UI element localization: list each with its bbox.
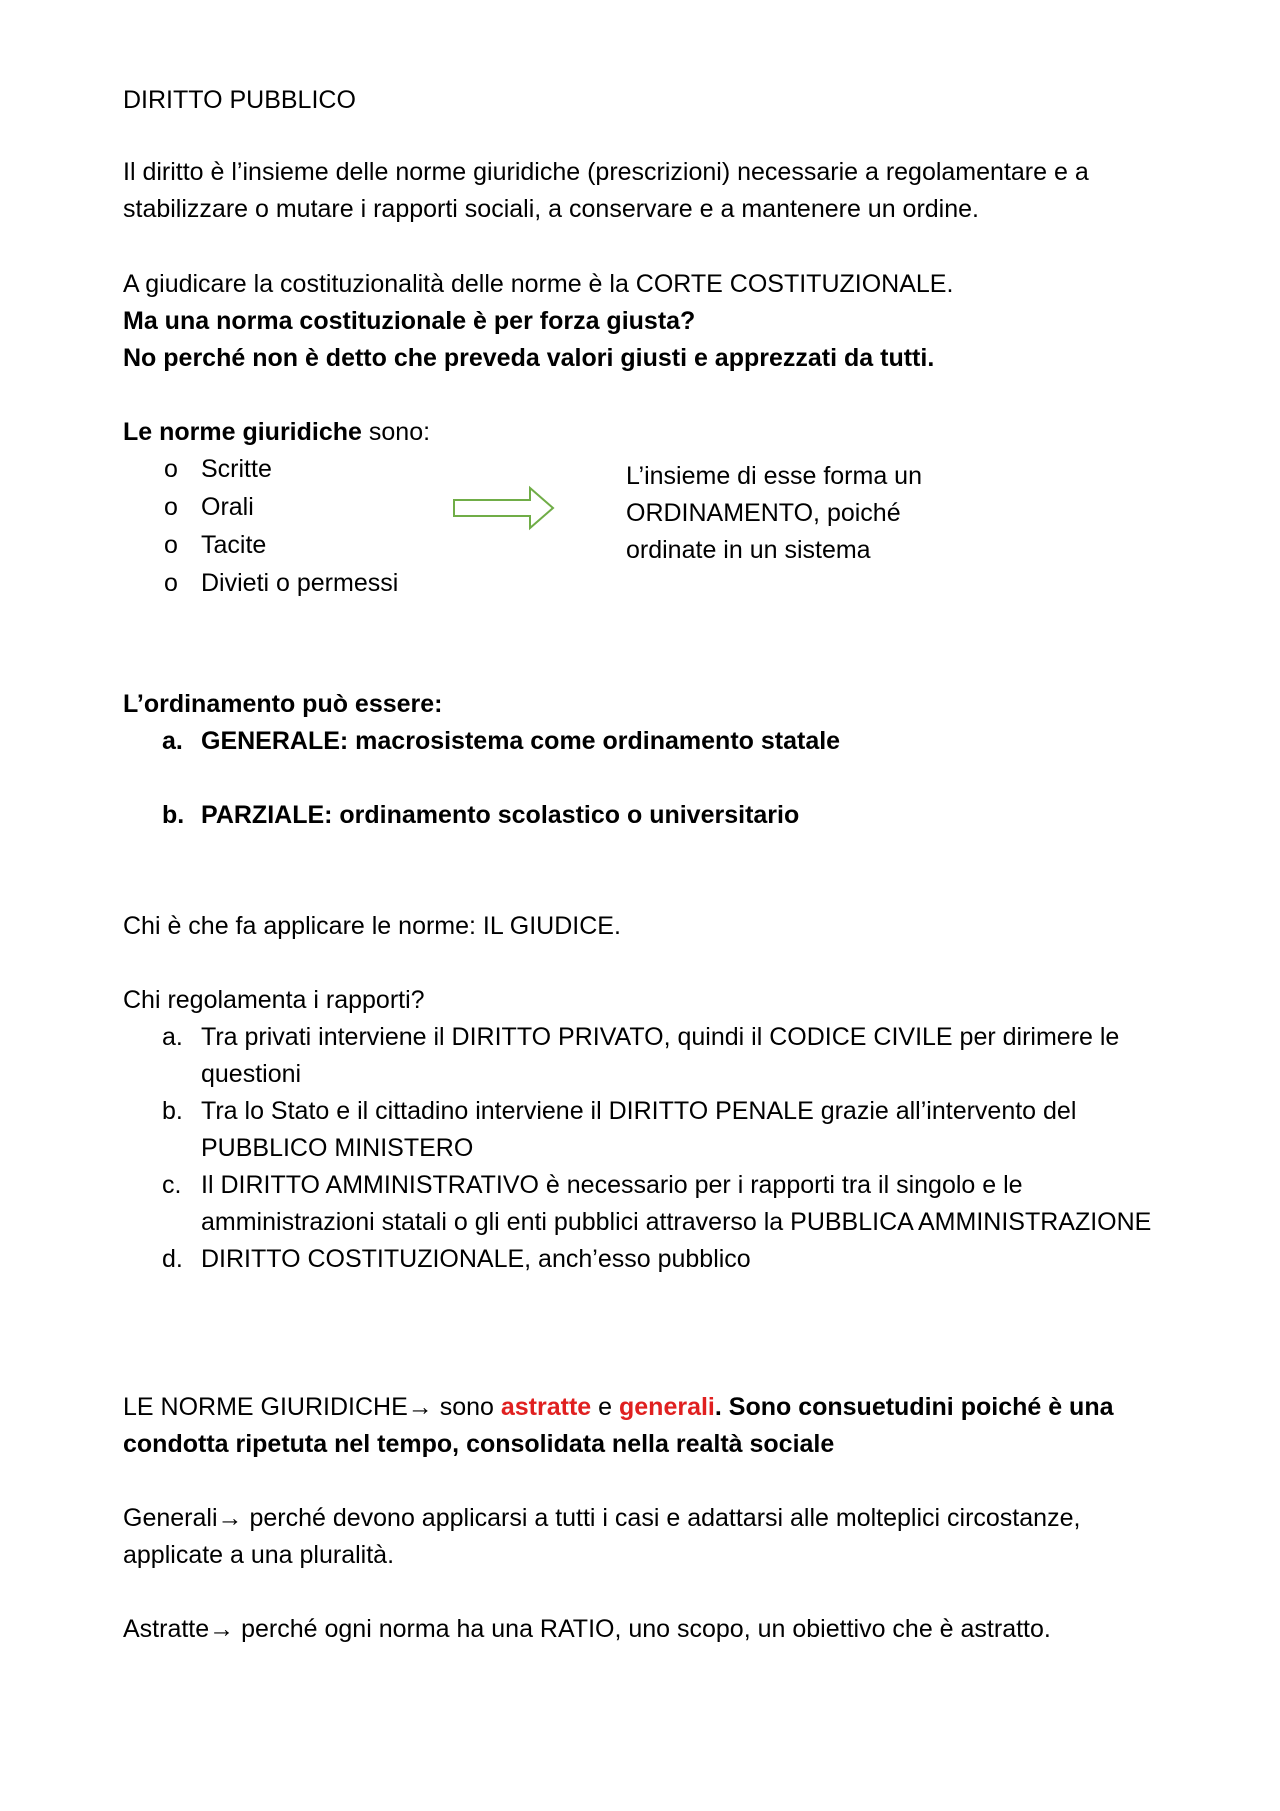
list-item-text: Scritte	[201, 455, 272, 483]
caratteri-paragraph	[123, 1389, 1180, 1463]
right-arrow-icon: →	[209, 1615, 235, 1643]
caratteri-bold-rest: . Sono consuetudini poiché è una condotta ripetuta nel tempo, consolidata nella realtà sociale	[123, 1393, 1114, 1458]
list-item-text: GENERALE: macrosistema come ordinamento statale	[201, 727, 841, 755]
list-item-text: Tra privati interviene il DIRITTO PRIVATO, quindi il CODICE CIVILE per dirimere le questioni	[201, 1023, 1120, 1088]
caratteri-sono: sono	[432, 1393, 501, 1421]
list-item	[123, 1093, 1180, 1167]
norme-heading-bold: Le norme giuridiche	[123, 418, 362, 446]
list-marker: a.	[162, 727, 183, 755]
bullet-marker: o	[164, 569, 178, 597]
generali-text: perché devono applicarsi a tutti i casi e adattarsi alle molteplici circostanze, applicate a una pluralità.	[123, 1504, 1081, 1569]
list-item	[123, 527, 543, 564]
list-item-text: PARZIALE: ordinamento scolastico o universitario	[201, 801, 800, 829]
bullet-marker: o	[164, 455, 178, 483]
ordinamento-list	[123, 723, 1180, 834]
astratte-definition	[123, 1611, 1180, 1648]
norme-heading	[123, 414, 1180, 451]
caratteri-e: e	[591, 1393, 619, 1421]
page-title: DIRITTO PUBBLICO	[123, 86, 356, 114]
list-marker: a.	[162, 1023, 183, 1051]
astratte-highlight: astratte	[500, 1393, 592, 1421]
rapporti-list	[123, 1019, 1180, 1278]
astratte-text: perché ogni norma ha una RATIO, uno scopo, un obiettivo che è astratto.	[234, 1615, 1051, 1643]
corte-answer: No perché non è detto che preveda valori giusti e apprezzati da tutti.	[123, 344, 935, 372]
corte-paragraph: A giudicare la costituzionalità delle norme è la CORTE COSTITUZIONALE.	[123, 270, 954, 298]
list-marker: c.	[162, 1171, 182, 1199]
ordinamento-side-note: L’insieme di esse forma un ORDINAMENTO, poiché ordinate in un sistema	[626, 462, 922, 564]
list-item	[123, 1241, 1180, 1278]
corte-question: Ma una norma costituzionale è per forza giusta?	[123, 307, 696, 335]
list-item-text: Tacite	[201, 531, 267, 559]
right-arrow-icon	[452, 485, 556, 531]
list-item	[123, 565, 543, 602]
astratte-term: Astratte	[123, 1615, 210, 1643]
right-arrow-icon: →	[217, 1504, 243, 1532]
intro-paragraph: Il diritto è l’insieme delle norme giuridiche (prescrizioni) necessarie a regolamentare e a stabilizzare o mutare i rapporti sociali, a conservare e a mantenere un ordine.	[123, 158, 1089, 223]
caratteri-prefix: LE NORME GIURIDICHE	[123, 1393, 408, 1421]
list-marker: d.	[162, 1245, 183, 1273]
list-item-text: DIRITTO COSTITUZIONALE, anch’esso pubblico	[201, 1245, 751, 1273]
list-item	[123, 723, 1180, 760]
list-item-text: Divieti o permessi	[201, 569, 399, 597]
list-item-text: Tra lo Stato e il cittadino interviene il DIRITTO PENALE grazie all’intervento del PUBBLICO MINISTERO	[201, 1097, 1077, 1162]
list-item	[123, 1167, 1180, 1241]
list-item	[123, 797, 1180, 834]
generali-definition	[123, 1500, 1180, 1574]
generali-highlight: generali	[619, 1393, 715, 1421]
list-item-text: Orali	[201, 493, 254, 521]
list-marker: b.	[162, 1097, 183, 1125]
generali-term: Generali	[123, 1504, 218, 1532]
rapporti-heading: Chi regolamenta i rapporti?	[123, 986, 425, 1014]
list-marker: b.	[162, 801, 185, 829]
list-item-text: Il DIRITTO AMMINISTRATIVO è necessario per i rapporti tra il singolo e le amministrazioni statali o gli enti pubblici attraverso la PUBBLICA AMMINISTRAZIONE	[201, 1171, 1152, 1236]
ordinamento-heading: L’ordinamento può essere:	[123, 690, 443, 718]
right-arrow-icon: →	[407, 1393, 433, 1421]
list-item	[123, 451, 543, 488]
list-item	[123, 1019, 1180, 1093]
bullet-marker: o	[164, 531, 178, 559]
norme-heading-rest: sono:	[361, 418, 431, 446]
giudice-paragraph: Chi è che fa applicare le norme: IL GIUDICE.	[123, 912, 621, 940]
bullet-marker: o	[164, 493, 178, 521]
